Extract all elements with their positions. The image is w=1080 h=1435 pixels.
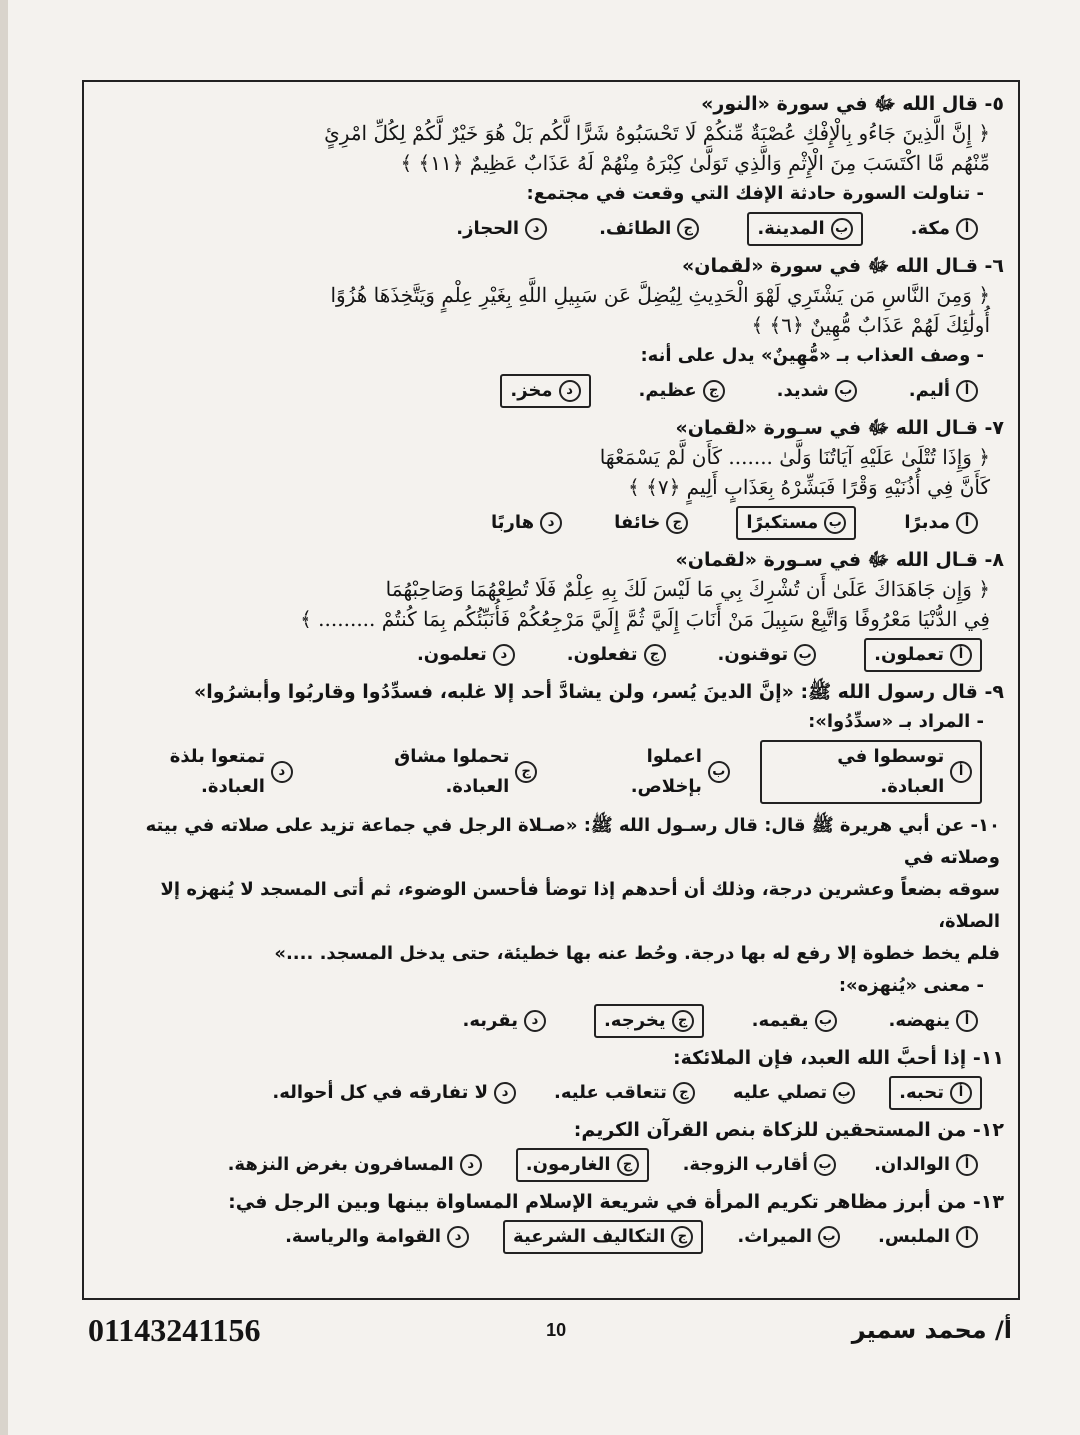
q6-option-c[interactable]: ج عظيم. [635,374,729,408]
q6-option-a[interactable]: أ أليم. [905,374,982,408]
q10-option-a[interactable]: أ ينهضه. [885,1004,982,1038]
q10-question: - معنى «يُنهزه»: [838,975,984,996]
q9-option-b[interactable]: ب اعملوا بإخلاص. [567,740,734,804]
q13-options [98,1220,982,1254]
q6-intro: ٦- قـال الله ﷻ في سورة «لقمان» [682,255,1004,277]
q8-verse-line2: فِي الدُّنْيَا مَعْرُوفًا وَاتَّبِعْ سَبِيلَ مَنْ أَنَابَ إِلَيَّ ثُمَّ إِلَيَّ مَرْجِعُكُمْ فَأُنَبِّئُكُم بِمَا كُنتُمْ ......... ﴾ [300,607,990,631]
q10-hadith-line1: ١٠- عن أبي هريرة ﷺ قال: قال رسـول الله ﷺ: «صـلاة الرجل في جماعة تزيد على صلاته في بيته وصلاته في [145,815,1000,868]
q5-option-b[interactable]: ب المدينة. [747,212,862,246]
q13-option-b[interactable]: ب الميراث. [733,1220,844,1254]
q5-question: - تناولت السورة حادثة الإفك التي وقعت في مجتمع: [526,183,984,204]
q13-option-d[interactable]: د القوامة والرياسة. [281,1220,473,1254]
q6-question: - وصف العذاب بـ «مُّهِينٌ» يدل على أنه: [640,345,984,366]
q12-question: ١٢- من المستحقين للزكاة بنص القرآن الكريم: [573,1119,1004,1141]
q12-option-c[interactable]: ج الغارمون. [516,1148,649,1182]
q7-options [98,506,982,540]
q9-option-d[interactable]: د تمتعوا بلذة العبادة. [98,740,297,804]
page-footer [82,1308,1020,1352]
q5-option-c[interactable]: ج الطائف. [595,212,703,246]
q9-option-a[interactable]: أ توسطوا في العبادة. [760,740,982,804]
q8-option-d[interactable]: د تعلمون. [413,638,519,672]
exam-page [82,80,1020,1300]
q11-option-d[interactable]: د لا تفارقه في كل أحواله. [268,1076,520,1110]
page-number: 10 [546,1319,567,1340]
q6-verse-line1: ﴿ وَمِنَ النَّاسِ مَن يَشْتَرِي لَهْوَ الْحَدِيثِ لِيُضِلَّ عَن سَبِيلِ اللَّهِ بِغَيْرِ عِلْمٍ وَيَتَّخِذَهَا هُزُوًا [330,283,990,307]
q6-option-d[interactable]: د مخز. [500,374,590,408]
q5-verse-line2: مِّنْهُم مَّا اكْتَسَبَ مِنَ الْإِثْمِ وَالَّذِي تَوَلَّىٰ كِبْرَهُ مِنْهُمْ لَهُ عَذَابٌ عَظِيمٌ ﴿١١﴾ ﴾ [400,151,990,175]
q12-options [98,1148,982,1182]
q7-verse-line2: كَأَنَّ فِي أُذُنَيْهِ وَقْرًا فَبَشِّرْهُ بِعَذَابٍ أَلِيمٍ ﴿٧﴾ ﴾ [628,475,990,499]
q7-option-d[interactable]: د هاربًا [487,506,566,540]
q8-options [98,638,982,672]
q6-option-b[interactable]: ب شديد. [773,374,861,408]
q10-option-c[interactable]: ج يخرجه. [594,1004,704,1038]
q12-option-b[interactable]: ب أقارب الزوجة. [679,1148,840,1182]
q9-question: - المراد بـ «سدِّدُوا»: [808,711,984,732]
q7-option-b[interactable]: ب مستكبرًا [736,506,856,540]
q6-options [98,374,982,408]
q8-option-a[interactable]: أ تعملون. [864,638,982,672]
q10-hadith-line2: سوقه بضعاً وعشرين درجة، وذلك أن أحدهم إذا توضأ فأحسن الوضوء، ثم أتى المسجد لا يُنهزه إلا الصلاة، [160,879,1000,932]
q10-hadith-line3: فلم يخط خطوة إلا رفع له بها درجة. وحُط عنه بها خطيئة، حتى يدخل المسجد. ....» [274,943,1000,964]
q8-option-b[interactable]: ب توقنون. [714,638,821,672]
phone-number: 01143241156 [88,1311,261,1348]
q5-options [98,212,982,246]
q13-question: ١٣- من أبرز مظاهر تكريم المرأة في شريعة الإسلام المساواة بينها وبين الرجل في: [228,1191,1004,1213]
q8-option-c[interactable]: ج تفعلون. [563,638,670,672]
q11-option-c[interactable]: ج تتعاقب عليه. [550,1076,699,1110]
q11-option-a[interactable]: أ تحبه. [889,1076,982,1110]
q10-option-b[interactable]: ب يقيمه. [748,1004,841,1038]
q13-option-c[interactable]: ج التكاليف الشرعية [503,1220,703,1254]
q7-verse-line1: ﴿ وَإِذَا تُتْلَىٰ عَلَيْهِ آيَاتُنَا وَلَّىٰ ....... كَأَن لَّمْ يَسْمَعْهَا [599,445,990,469]
q12-option-a[interactable]: أ الوالدان. [870,1148,982,1182]
q11-option-b[interactable]: ب تصلي عليه [729,1076,859,1110]
q13-option-a[interactable]: أ الملبس. [874,1220,982,1254]
q5-verse-line1: ﴿ إِنَّ الَّذِينَ جَاءُو بِالْإِفْكِ عُصْبَةٌ مِّنكُمْ لَا تَحْسَبُوهُ شَرًّا لَّكُم بَلْ هُوَ خَيْرٌ لَّكُمْ لِكُلِّ امْرِئٍ [324,121,990,145]
q8-intro: ٨- قـال الله ﷻ في سـورة «لقمان» [675,549,1004,571]
page-edge-shadow [0,0,8,1435]
q9-option-c[interactable]: ج تحملوا مشاق العبادة. [323,740,541,804]
q9-options [98,740,982,804]
q9-intro: ٩- قال رسول الله ﷺ: «إنَّ الدينَ يُسر، ولن يشادَّ أحد إلا غلبه، فسدِّدُوا وقاربُوا وأبشرُوا» [193,681,1004,703]
q7-option-a[interactable]: أ مدبرًا [900,506,982,540]
q11-question: ١١- إذا أحبَّ الله العبد، فإن الملائكة: [672,1047,1004,1069]
q7-intro: ٧- قـال الله ﷻ في سـورة «لقمان» [675,417,1004,439]
q7-option-c[interactable]: ج خائفا [610,506,692,540]
q5-intro: ٥- قال الله ﷻ في سورة «النور» [701,93,1004,115]
q10-options [98,1004,982,1038]
q11-options [98,1076,982,1110]
author-name: أ/ محمد سمير [851,1316,1012,1344]
q5-option-a[interactable]: أ مكة. [907,212,982,246]
q5-option-d[interactable]: د الحجاز. [452,212,551,246]
q12-option-d[interactable]: د المسافرون بغرض النزهة. [224,1148,486,1182]
q10-option-d[interactable]: د يقربه. [459,1004,550,1038]
q6-verse-line2: أُولَٰئِكَ لَهُمْ عَذَابٌ مُّهِينٌ ﴿٦﴾ ﴾ [751,313,990,337]
q8-verse-line1: ﴿ وَإِن جَاهَدَاكَ عَلَىٰ أَن تُشْرِكَ بِي مَا لَيْسَ لَكَ بِهِ عِلْمٌ فَلَا تُطِعْهُمَا وَصَاحِبْهُمَا [385,577,990,601]
